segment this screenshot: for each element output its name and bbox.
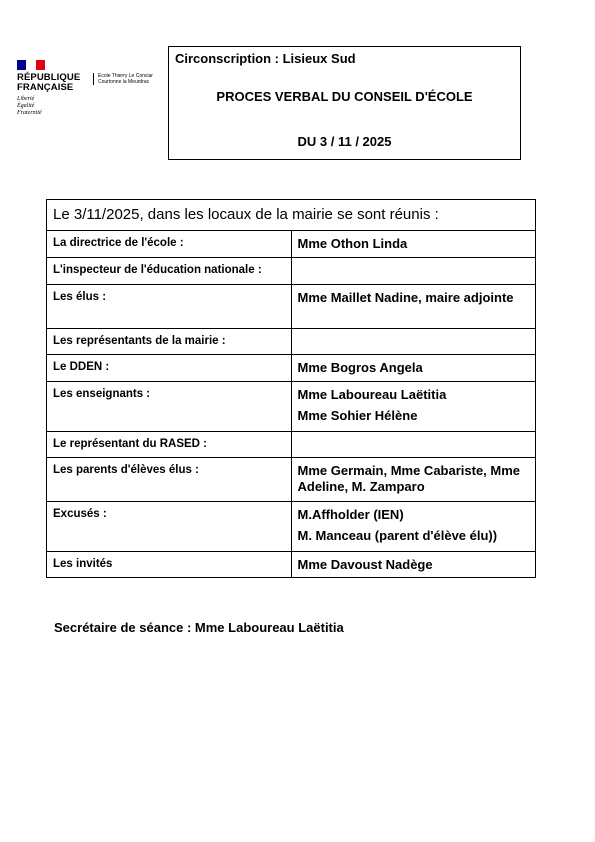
row-value — [291, 382, 536, 432]
republique-francaise-logo — [17, 58, 167, 120]
row-label: Excusés : — [47, 502, 292, 552]
motto — [17, 96, 42, 117]
table-row — [47, 458, 536, 502]
document-date: DU 3 / 11 / 2025 — [297, 134, 392, 149]
row-label: Les invités — [47, 552, 292, 578]
row-label: La directrice de l'école : — [47, 231, 292, 258]
francaise-line: FRANÇAISE — [17, 82, 74, 93]
attendance-table — [46, 199, 536, 578]
row-value — [291, 329, 536, 355]
table-row — [47, 382, 536, 432]
table-row — [47, 502, 536, 552]
header-box — [168, 46, 521, 160]
document-title: PROCES VERBAL DU CONSEIL D'ÉCOLE — [216, 89, 473, 104]
row-value — [291, 552, 536, 578]
school-name-line-2: Courtonne la Meurdrac — [98, 79, 150, 85]
circonscription: Circonscription : Lisieux Sud — [175, 51, 356, 66]
row-value — [291, 502, 536, 552]
attendee-name: Mme Bogros Angela — [297, 360, 423, 375]
row-value — [291, 355, 536, 382]
logo-divider — [93, 73, 94, 85]
marianne-flag-icon — [17, 60, 45, 70]
row-label: Les représentants de la mairie : — [47, 329, 292, 355]
row-label: Le représentant du RASED : — [47, 432, 292, 458]
attendee-name: Mme Maillet Nadine, maire adjointe — [297, 290, 514, 305]
table-row — [47, 432, 536, 458]
row-label: Les élus : — [47, 285, 292, 329]
intro-text: Le 3/11/2025, dans les locaux de la mairie se sont réunis : — [47, 200, 536, 231]
row-value — [291, 231, 536, 258]
row-label: Les enseignants : — [47, 382, 292, 432]
school-name-line-1: Ecole Thierry Le Conciar — [98, 73, 153, 79]
attendee-name: M. Manceau (parent d'élève élu)) — [297, 528, 498, 543]
row-value — [291, 432, 536, 458]
motto-liberte: Liberté — [17, 96, 35, 102]
attendee-name: Mme Othon Linda — [297, 236, 408, 251]
secretary-line: Secrétaire de séance : Mme Laboureau Laëtitia — [54, 620, 344, 635]
row-label: Les parents d'élèves élus : — [47, 458, 292, 502]
republique-line: RÉPUBLIQUE — [17, 72, 81, 83]
attendee-name: Mme Germain, Mme Cabariste, Mme Adeline, M. Zamparo — [297, 463, 521, 494]
school-name — [98, 73, 153, 85]
attendee-name: M.Affholder (IEN) — [297, 507, 404, 522]
row-label: Le DDEN : — [47, 355, 292, 382]
republique-francaise-text — [17, 73, 80, 93]
table-row — [47, 355, 536, 382]
table-row — [47, 329, 536, 355]
attendee-name: Mme Davoust Nadège — [297, 557, 433, 572]
table-row — [47, 258, 536, 285]
row-value — [291, 458, 536, 502]
row-label: L'inspecteur de l'éducation nationale : — [47, 258, 292, 285]
table-row — [47, 552, 536, 578]
table-row — [47, 231, 536, 258]
motto-fraternite: Fraternité — [17, 110, 42, 116]
intro-row — [47, 200, 536, 231]
attendee-name: Mme Sohier Hélène — [297, 408, 418, 423]
row-value — [291, 285, 536, 329]
attendee-name: Mme Laboureau Laëtitia — [297, 387, 447, 402]
motto-egalite: Égalité — [17, 103, 35, 109]
row-value — [291, 258, 536, 285]
table-row — [47, 285, 536, 329]
